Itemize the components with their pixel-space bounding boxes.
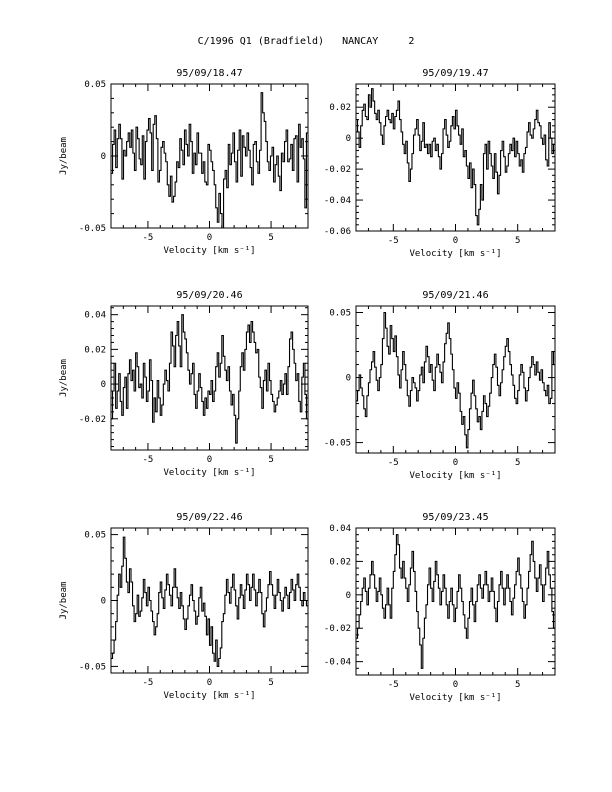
y-tick-label: 0.02 <box>329 557 351 568</box>
x-tick-label: -5 <box>387 458 399 468</box>
y-tick-label: -0.05 <box>78 224 106 234</box>
y-axis-label: Jy/beam <box>59 137 69 175</box>
plot-frame <box>111 306 308 450</box>
spectrum-series-line <box>111 93 308 228</box>
x-axis-label: Velocity [km s⁻¹] <box>409 249 502 259</box>
y-axis-label: Jy/beam <box>59 581 69 620</box>
x-tick-label: 5 <box>268 455 274 465</box>
panel-5 <box>59 512 308 701</box>
x-tick-label: 0 <box>452 236 459 246</box>
x-tick-label: -5 <box>142 455 154 465</box>
y-tick-label: 0.05 <box>84 530 106 541</box>
plot-frame <box>356 528 555 675</box>
y-tick-label: 0 <box>345 134 351 145</box>
x-tick-label: 5 <box>268 678 274 688</box>
x-axis-label: Velocity [km s⁻¹] <box>409 471 502 481</box>
spectrum-series-line <box>111 537 308 666</box>
y-tick-label: 0.04 <box>329 524 351 534</box>
y-tick-label: -0.05 <box>323 438 351 449</box>
x-tick-label: -5 <box>387 236 399 246</box>
y-tick-label: 0 <box>345 373 351 384</box>
panel-title: 95/09/21.46 <box>422 290 489 301</box>
y-tick-label: 0.05 <box>84 80 106 90</box>
x-tick-label: 5 <box>514 458 521 468</box>
y-tick-label: -0.04 <box>323 196 351 207</box>
panel-6 <box>324 512 555 703</box>
y-tick-label: -0.06 <box>323 227 351 237</box>
spectrum-series-line <box>356 89 555 225</box>
y-tick-label: -0.02 <box>78 414 106 425</box>
panel-1 <box>59 68 308 256</box>
panel-2 <box>324 68 555 259</box>
y-tick-label: 0 <box>100 380 106 391</box>
x-tick-label: 0 <box>206 678 213 688</box>
y-tick-label: -0.04 <box>323 657 351 668</box>
x-tick-label: -5 <box>142 233 154 243</box>
panel-title: 95/09/23.45 <box>422 512 489 523</box>
y-tick-label: -0.05 <box>78 662 106 673</box>
panel-title: 95/09/19.47 <box>422 68 489 79</box>
x-axis-label: Velocity [km s⁻¹] <box>163 468 256 478</box>
x-tick-label: -5 <box>142 678 154 688</box>
x-axis-label: Velocity [km s⁻¹] <box>409 693 502 703</box>
panel-3 <box>59 290 308 478</box>
y-tick-label: -0.02 <box>323 165 351 176</box>
y-tick-label: 0 <box>100 152 106 162</box>
y-tick-label: 0 <box>345 590 351 601</box>
spectrum-series-line <box>356 313 555 448</box>
plot-frame <box>356 84 555 231</box>
page-title: C/1996 Q1 (Bradfield) NANCAY 2 <box>197 36 415 47</box>
x-tick-label: 5 <box>514 680 521 690</box>
y-tick-label: 0.02 <box>84 345 106 356</box>
y-tick-label: 0.02 <box>329 103 351 114</box>
panel-4 <box>324 290 555 481</box>
x-tick-label: 5 <box>268 233 274 243</box>
x-tick-label: 0 <box>206 455 213 465</box>
y-tick-label: 0.04 <box>84 310 106 321</box>
panel-title: 95/09/18.47 <box>176 68 243 79</box>
x-tick-label: -5 <box>387 680 399 690</box>
y-tick-label: 0 <box>100 596 106 607</box>
x-tick-label: 0 <box>452 458 459 468</box>
panel-title: 95/09/22.46 <box>176 512 243 523</box>
spectrum-series-line <box>356 535 555 669</box>
spectrum-series-line <box>111 315 308 443</box>
plot-frame <box>111 528 308 673</box>
y-tick-label: -0.02 <box>323 624 351 635</box>
x-tick-label: 0 <box>206 233 213 243</box>
y-axis-label: Jy/beam <box>59 359 69 397</box>
x-axis-label: Velocity [km s⁻¹] <box>163 246 256 256</box>
x-tick-label: 5 <box>514 236 521 246</box>
x-tick-label: 0 <box>452 680 459 690</box>
y-tick-label: 0.05 <box>329 308 351 319</box>
panel-title: 95/09/20.46 <box>176 290 243 301</box>
x-axis-label: Velocity [km s⁻¹] <box>163 691 256 701</box>
